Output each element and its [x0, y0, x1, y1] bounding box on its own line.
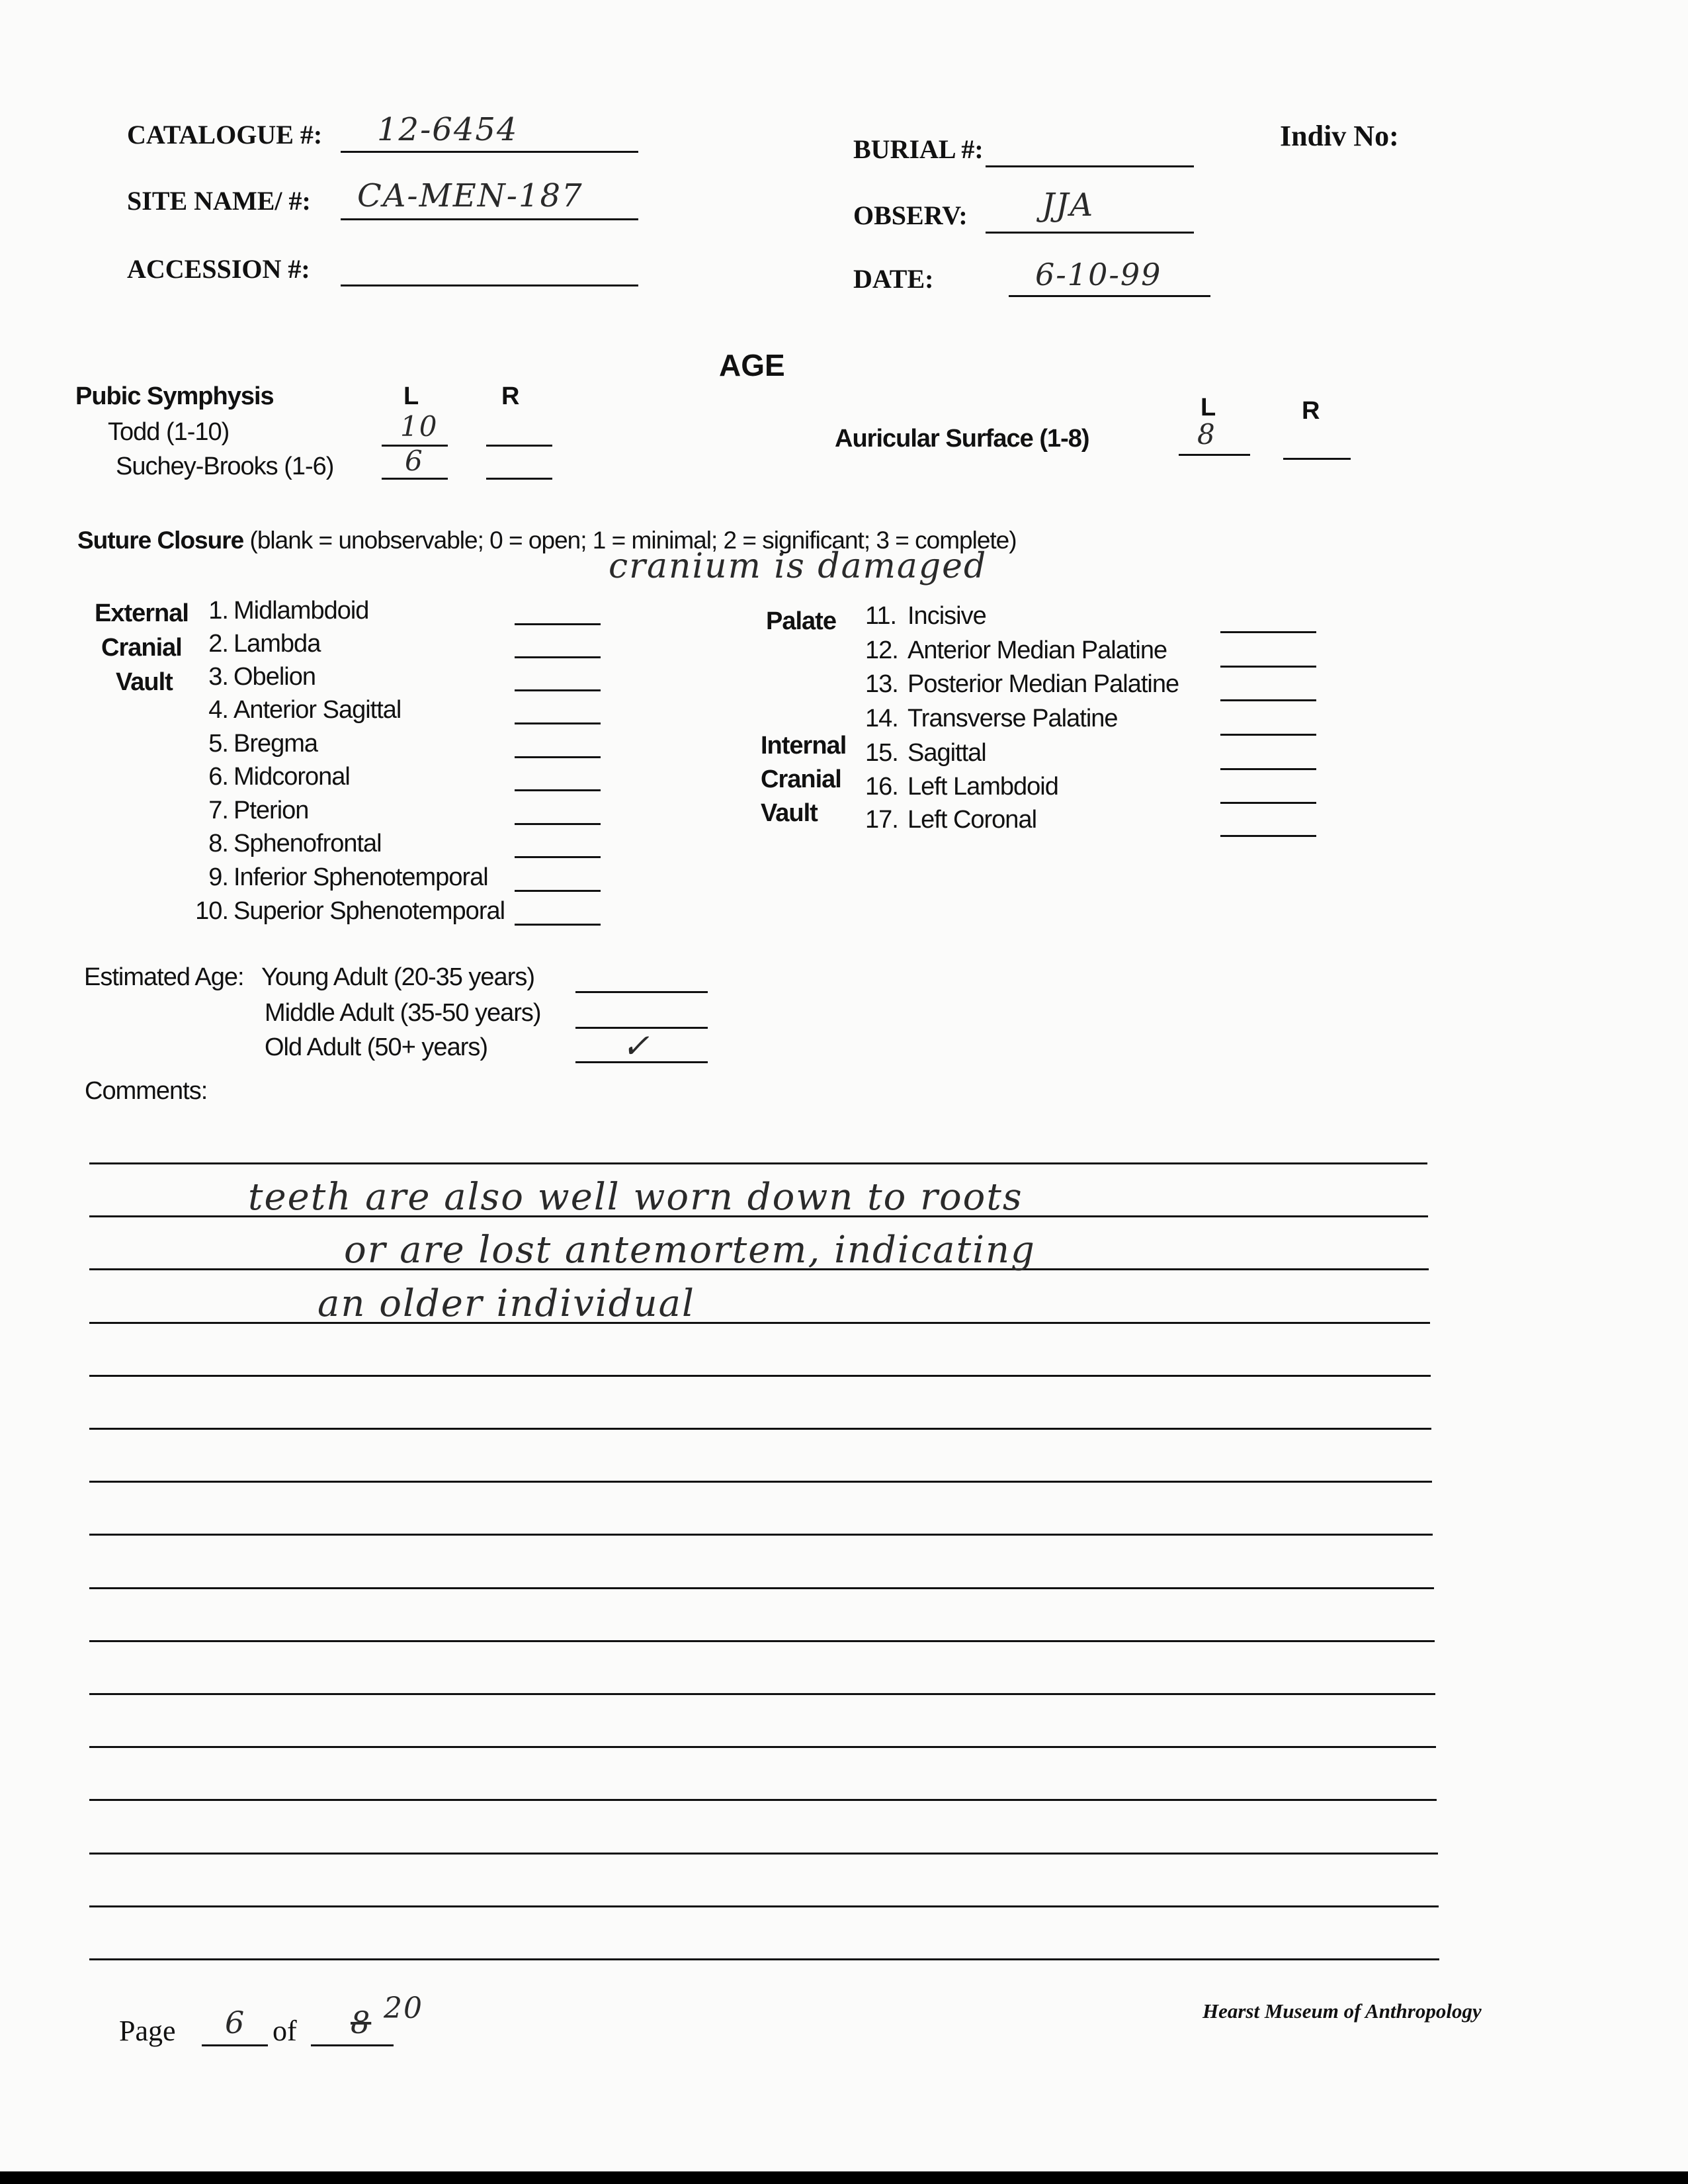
- suture-item-label: Pterion: [233, 797, 309, 824]
- suture-item-label: Lambda: [233, 630, 321, 658]
- suture-item-label: Left Lambdoid: [907, 773, 1058, 801]
- pubic-title: Pubic Symphysis: [75, 382, 274, 410]
- burial-line: [986, 165, 1194, 167]
- suture-item-number: 17.: [865, 806, 898, 834]
- comment-line: [89, 1746, 1436, 1748]
- suchey-l-line: [382, 478, 448, 480]
- of-label: of: [273, 2015, 297, 2047]
- suture-item-number: 16.: [865, 773, 898, 801]
- todd-r-line: [486, 445, 552, 447]
- suture-item-number: 12.: [865, 636, 898, 664]
- observ-line: [986, 232, 1194, 234]
- suture-item-label: Bregma: [233, 730, 318, 758]
- auricular-l-value[interactable]: 8: [1197, 418, 1216, 451]
- suture-item-label: Sphenofrontal: [233, 830, 382, 857]
- accession-line: [341, 284, 638, 286]
- accession-label: ACCESSION #:: [127, 254, 310, 284]
- external-cranial-label: Cranial: [101, 634, 182, 662]
- suture-item-label: Sagittal: [907, 739, 986, 767]
- suture-legend: (blank = unobservable; 0 = open; 1 = minimal; 2 = significant; 3 = complete): [249, 527, 1017, 554]
- suture-item-number: 14.: [865, 705, 898, 732]
- site-label: SITE NAME/ #:: [127, 186, 311, 216]
- internal-vault-label: Vault: [761, 799, 818, 827]
- comment-line: [89, 1481, 1432, 1483]
- suture-item-number: 9.: [208, 863, 228, 891]
- comment-line: [89, 1162, 1427, 1164]
- page-line: [202, 2044, 268, 2046]
- suture-item-number: 7.: [208, 797, 228, 824]
- suture-item-number: 13.: [865, 670, 898, 698]
- todd-label: Todd (1-10): [108, 418, 230, 446]
- suture-item-label: Superior Sphenotemporal: [233, 897, 505, 925]
- comment-line: [89, 1958, 1439, 1960]
- suture-item-number: 6.: [208, 763, 228, 791]
- catalogue-value[interactable]: 12-6454: [377, 111, 519, 148]
- of-value[interactable]: 20: [384, 1991, 423, 2025]
- of-value-struck: 8: [351, 2005, 372, 2040]
- suture-item-line: [515, 756, 601, 758]
- suture-item-line: [515, 823, 601, 825]
- comment-line: [89, 1322, 1430, 1324]
- suture-item-number: 5.: [208, 730, 228, 758]
- suchey-l-value[interactable]: 6: [405, 445, 424, 477]
- estimated-age-label: Estimated Age:: [84, 963, 244, 991]
- of-line: [311, 2044, 394, 2046]
- suchey-label: Suchey-Brooks (1-6): [116, 453, 334, 480]
- suture-item-line: [515, 924, 601, 926]
- suture-item-line: [1220, 768, 1316, 770]
- suture-item-number: 8.: [208, 830, 228, 857]
- pubic-col-r: R: [501, 382, 520, 410]
- burial-label: BURIAL #:: [853, 134, 984, 164]
- comment-line: [89, 1428, 1431, 1430]
- suture-item-label: Midcoronal: [233, 763, 350, 791]
- todd-l-value[interactable]: 10: [400, 410, 439, 443]
- comment-line: [89, 1587, 1434, 1589]
- comments-label: Comments:: [85, 1077, 208, 1105]
- suture-item-line: [1220, 666, 1316, 668]
- auricular-col-l: L: [1201, 394, 1216, 421]
- observ-label: OBSERV:: [853, 200, 968, 230]
- suture-item-line: [1220, 699, 1316, 701]
- internal-label: Internal: [761, 732, 847, 760]
- suture-item-line: [1220, 631, 1316, 633]
- catalogue-label: CATALOGUE #:: [127, 120, 323, 150]
- suture-item-label: Incisive: [907, 602, 986, 630]
- suture-item-number: 3.: [208, 663, 228, 691]
- age-option-mark[interactable]: ✓: [622, 1027, 651, 1065]
- suture-item-line: [515, 656, 601, 658]
- comment-text: teeth are also well worn down to roots: [248, 1176, 1023, 1219]
- institution-name: Hearst Museum of Anthropology: [1203, 1999, 1482, 2023]
- suture-item-line: [515, 623, 601, 625]
- suchey-r-line: [486, 478, 552, 480]
- scan-border: [0, 2171, 1688, 2184]
- page-label: Page: [119, 2015, 176, 2047]
- suture-item-line: [1220, 835, 1316, 837]
- suture-item-number: 4.: [208, 696, 228, 724]
- suture-item-label: Anterior Sagittal: [233, 696, 401, 724]
- suture-item-number: 1.: [208, 597, 228, 625]
- suture-item-label: Obelion: [233, 663, 316, 691]
- comment-line: [89, 1799, 1437, 1801]
- site-line: [341, 218, 638, 220]
- suture-item-line: [515, 722, 601, 724]
- suture-item-number: 10.: [195, 897, 228, 925]
- date-line: [1009, 295, 1210, 297]
- suture-item-label: Transverse Palatine: [907, 705, 1118, 732]
- suture-item-number: 15.: [865, 739, 898, 767]
- suture-item-label: Anterior Median Palatine: [907, 636, 1167, 664]
- external-vault-label: Vault: [116, 668, 173, 696]
- suture-item-line: [515, 789, 601, 791]
- suture-item-line: [515, 689, 601, 691]
- comment-line: [89, 1853, 1438, 1855]
- auricular-label: Auricular Surface (1-8): [835, 425, 1089, 453]
- comment-line: [89, 1534, 1433, 1536]
- comment-line: [89, 1375, 1431, 1377]
- age-title: AGE: [719, 348, 785, 382]
- internal-cranial-label: Cranial: [761, 765, 841, 793]
- suture-item-line: [1220, 802, 1316, 804]
- auricular-r-line: [1283, 458, 1351, 460]
- date-label: DATE:: [853, 264, 934, 294]
- suture-title: Suture Closure: [77, 527, 244, 554]
- comment-text: an older individual: [317, 1282, 695, 1325]
- age-option-label: Middle Adult (35-50 years): [265, 999, 541, 1027]
- suture-item-line: [1220, 734, 1316, 736]
- site-value[interactable]: CA-MEN-187: [357, 177, 583, 214]
- suture-note: cranium is damaged: [609, 546, 988, 586]
- suture-item-label: Left Coronal: [907, 806, 1037, 834]
- comment-line: [89, 1905, 1439, 1907]
- age-option-label: Old Adult (50+ years): [265, 1033, 488, 1061]
- comment-line: [89, 1640, 1435, 1642]
- comment-text: or are lost antemortem, indicating: [344, 1229, 1036, 1272]
- page-value[interactable]: 6: [225, 2005, 246, 2040]
- auricular-l-line: [1179, 454, 1250, 456]
- palate-label: Palate: [766, 607, 836, 635]
- suture-item-line: [515, 890, 601, 892]
- comment-line: [89, 1693, 1435, 1695]
- indiv-label: Indiv No:: [1280, 120, 1399, 152]
- age-option-label: Young Adult (20-35 years): [261, 963, 535, 991]
- external-label: External: [95, 599, 189, 627]
- catalogue-line: [341, 151, 638, 153]
- suture-item-line: [515, 856, 601, 858]
- suture-item-label: Midlambdoid: [233, 597, 369, 625]
- auricular-col-r: R: [1302, 397, 1320, 425]
- suture-item-number: 11.: [865, 602, 897, 630]
- pubic-col-l: L: [403, 382, 419, 410]
- suture-item-label: Inferior Sphenotemporal: [233, 863, 488, 891]
- suture-item-label: Posterior Median Palatine: [907, 670, 1179, 698]
- age-option-line: [575, 991, 708, 993]
- observ-value[interactable]: JJA: [1042, 187, 1095, 224]
- suture-item-number: 2.: [208, 630, 228, 658]
- date-value[interactable]: 6-10-99: [1035, 257, 1162, 292]
